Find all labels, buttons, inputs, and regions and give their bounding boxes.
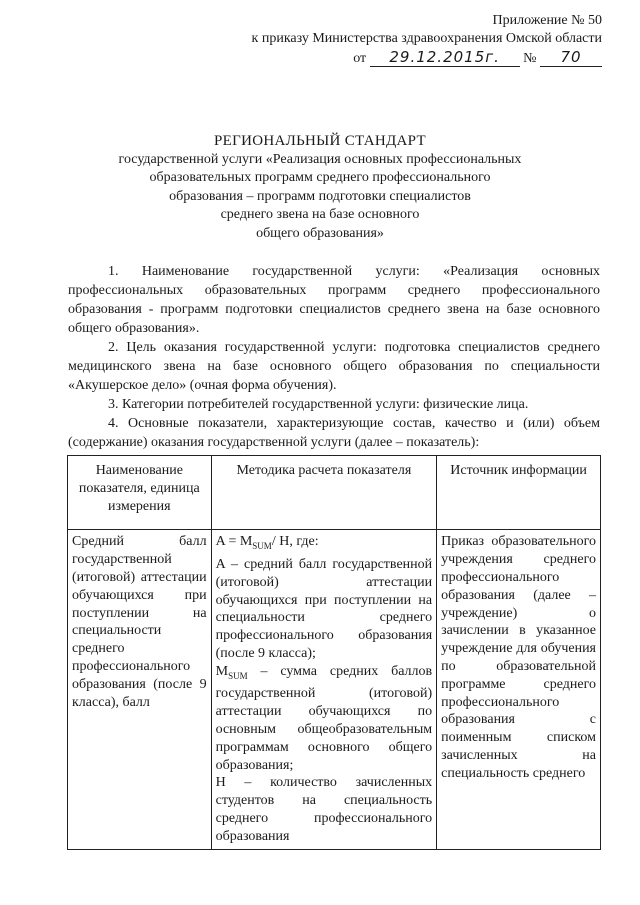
- appendix-order-reference: к приказу Министерства здравоохранения Омской области: [251, 31, 602, 46]
- section-3: 3. Категории потребителей государственной услуги: физические лица.: [108, 397, 529, 412]
- section-1: 1. Наименование государственной услуги: «Реализация основных профессиональных образовательных программ среднего профессионального образования - программ подготовки специалистов среднего звена на базе основного общего образования».: [68, 264, 600, 336]
- title-subtitle-line: образовательных программ среднего профессионального: [149, 170, 491, 185]
- document-title: [60, 132, 580, 243]
- definition-m: $M_{SUM}$ – сумма средних баллов государственной (итоговой) аттестации обучающихся по основным общеобразовательным программам основного общего образования;: [215, 663, 433, 773]
- appendix-date-line: [252, 48, 602, 68]
- section-4: 4. Основные показатели, характеризующие состав, качество и (или) объем (содержание) оказания государственной услуги (далее – показатель):: [68, 416, 600, 450]
- handwritten-number: 70: [540, 48, 602, 67]
- title-subtitle-line: среднего звена на базе основного: [220, 207, 420, 222]
- title-subtitle-line: общего образования»: [256, 225, 384, 241]
- header-source: Источник информации: [437, 456, 601, 530]
- definition-a: A – средний балл государственной (итоговой) аттестации обучающихся при поступлении на специальности среднего профессионального образования (после 9 класса);: [215, 556, 433, 661]
- section-2: 2. Цель оказания государственной услуги: подготовка специалистов среднего медицинского звена на базе основного общего образования по специальности «Акушерское дело» (очная форма обучения).: [68, 340, 600, 393]
- cell-indicator: Средний балл государственной (итоговой) аттестации обучающихся при поступлении на специальности среднего профессионального образования (после 9 класса), балл: [68, 530, 212, 849]
- table-row: [68, 530, 601, 849]
- appendix-number: Приложение № 50: [492, 13, 602, 28]
- cell-method: [211, 530, 437, 849]
- definition-h: H – количество зачисленных студентов на специальность среднего профессионального образования: [215, 775, 433, 844]
- date-prefix: от: [353, 51, 367, 66]
- table-header-row: [68, 456, 601, 530]
- header-indicator: Наименование показателя, единица измерения: [68, 456, 212, 530]
- handwritten-date: 29.12.2015г.: [370, 48, 520, 67]
- section-list: [68, 262, 600, 452]
- title-subtitle-line: государственной услуги «Реализация основных профессиональных: [118, 151, 522, 167]
- header-method: Методика расчета показателя: [211, 456, 437, 530]
- number-prefix: №: [523, 51, 537, 66]
- indicators-table: [67, 455, 601, 850]
- appendix-header: [252, 12, 602, 68]
- title-subtitle-line: образования – программ подготовки специалистов: [169, 188, 471, 204]
- formula: $A = M_{SUM}/$ H, где:: [215, 534, 319, 552]
- cell-source: Приказ образовательного учреждения среднего профессионального образования (далее – учреждение) о зачислении в указанное учреждение для обучения по образовательной программе среднего профессионального образования с поименным списком зачисленных на специальность среднего: [437, 530, 601, 849]
- title-main: РЕГИОНАЛЬНЫЙ СТАНДАРТ: [214, 133, 426, 149]
